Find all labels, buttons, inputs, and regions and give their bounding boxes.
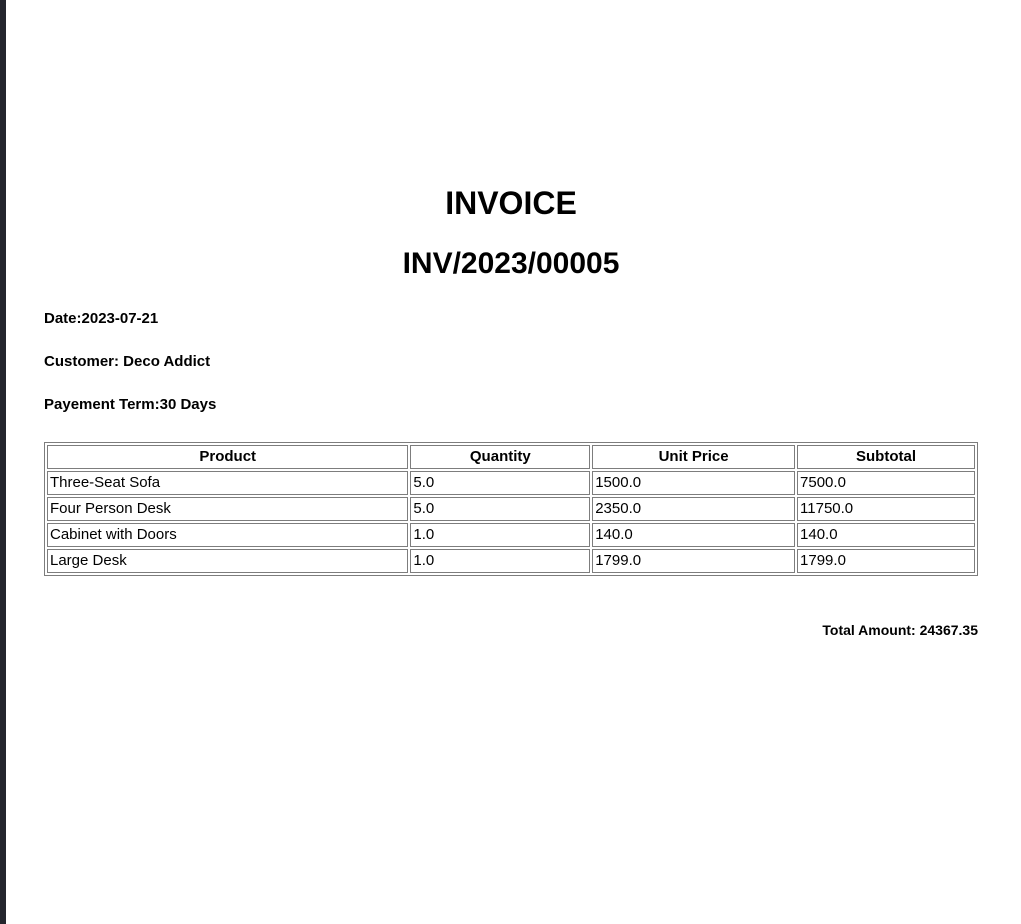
cell-product: Three-Seat Sofa xyxy=(47,471,408,495)
invoice-number: INV/2023/00005 xyxy=(402,247,620,280)
cell-quantity: 1.0 xyxy=(410,523,590,547)
total-amount: Total Amount: 24367.35 xyxy=(822,622,978,638)
cell-unit-price: 140.0 xyxy=(592,523,795,547)
cell-quantity: 1.0 xyxy=(410,549,590,573)
invoice-line-items-table xyxy=(44,442,978,576)
cell-unit-price: 2350.0 xyxy=(592,497,795,521)
cell-product: Cabinet with Doors xyxy=(47,523,408,547)
page-title: INVOICE xyxy=(445,185,577,221)
cell-quantity: 5.0 xyxy=(410,471,590,495)
cell-subtotal: 7500.0 xyxy=(797,471,975,495)
table-row xyxy=(47,523,975,547)
header-unit-price: Unit Price xyxy=(592,445,795,469)
table-row xyxy=(47,549,975,573)
header-quantity: Quantity xyxy=(410,445,590,469)
cell-unit-price: 1500.0 xyxy=(592,471,795,495)
header-subtotal: Subtotal xyxy=(797,445,975,469)
table-header-row xyxy=(47,445,975,469)
cell-unit-price: 1799.0 xyxy=(592,549,795,573)
date-line: Date:2023-07-21 xyxy=(44,310,159,327)
payment-term-line: Payement Term:30 Days xyxy=(44,396,217,413)
invoice-document xyxy=(6,0,1021,924)
cell-subtotal: 11750.0 xyxy=(797,497,975,521)
cell-quantity: 5.0 xyxy=(410,497,590,521)
cell-product: Large Desk xyxy=(47,549,408,573)
customer-line: Customer: Deco Addict xyxy=(44,353,211,370)
cell-subtotal: 1799.0 xyxy=(797,549,975,573)
cell-subtotal: 140.0 xyxy=(797,523,975,547)
cell-product: Four Person Desk xyxy=(47,497,408,521)
table-row xyxy=(47,471,975,495)
table-row xyxy=(47,497,975,521)
header-product: Product xyxy=(47,445,408,469)
